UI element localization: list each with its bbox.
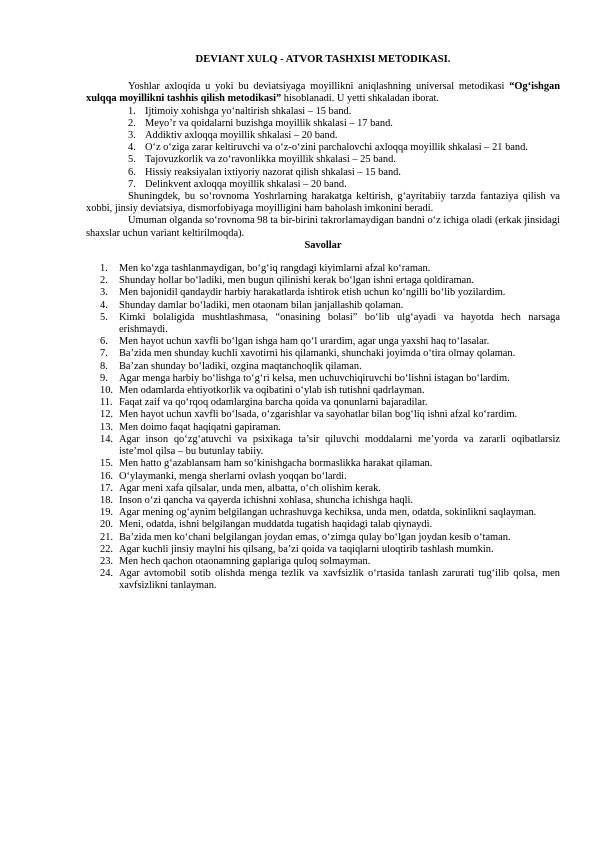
intro-text-start: Yoshlar axloqida u yoki bu deviatsiyaga moyillikni aniqlashning universal metodikasi [128,81,510,93]
question-item-text: Men hech qachon otaonamning gaplariga quloq solmayman. [119,555,371,567]
questions-heading: Savollar [304,239,342,251]
question-item-text: Men bajonidil qandaydir harbiy harakatlarda ishtirok etish uchun ko‘ngilli bo‘lib yozilardim. [119,287,506,299]
question-item [86,336,560,348]
question-item-text: Agar avtomobil sotib olishda menga tezlik va xavfsizlik o‘rtasida tanlash zarurati tug‘ilib qolsa, men xavfsizlikni tanlayman. [119,568,560,592]
question-item [86,300,560,312]
question-item [86,507,560,519]
question-item-text: Men hatto g‘azablansam ham so‘kinishgacha bormaslikka harakat qilaman. [119,458,433,470]
question-item-number: 12. [100,409,113,421]
question-item [86,287,560,299]
question-item-number: 17. [100,482,113,494]
document-title: DEVIANT XULQ - ATVOR TASHXISI METODIKASI. [195,54,451,65]
question-item-text: Men ko‘zga tashlanmaydigan, bo‘g‘iq rangdagi kiyimlarni afzal ko‘raman. [119,263,431,275]
scale-item-number: 1. [128,105,136,117]
question-item-number: 24. [100,568,113,580]
question-item-text: O‘ylaymanki, menga sherlarni ovlash yoqqan bo‘lardi. [119,470,347,482]
question-item-text: Agar inson qo‘zg‘atuvchi va psixikaga ta’sir qiluvchi moddalarni me’yorda va zararli oqibatlarsiz iste’mol qilsa – bu butunlay tabiiy. [119,433,560,458]
question-item-number: 16. [100,470,113,482]
question-item-text: Kimki bolaligida mushtlashmasa, “onasining bolasi” bo‘lib ulg‘ayadi va hayotda hech narsaga erishmaydi. [119,311,560,336]
question-item [86,458,560,470]
question-item [86,532,560,544]
description-paragraph: Shuningdek, bu so‘rovnoma Yoshrlarning harakatga keltirish, g‘ayritabiiy tarzda fantaziya qilish va xobbi, jinsiy deviatsiya, dismorfobiyaga moyilligini ham baholash imkonini beradi. [86,191,560,215]
question-item [86,263,560,275]
question-item-text: Men odamlarda ehtiyotkorlik va oqibatini o‘ylab ish tutishni qadrlayman. [119,385,425,397]
question-item-number: 14. [100,433,113,445]
question-item-text: Meni, odatda, ishni belgilangan muddatda tugatish haqidagi talab qiynaydi. [119,519,433,531]
question-item-number: 1. [100,263,108,275]
scale-item-number: 2. [128,117,136,129]
question-item [86,373,560,385]
question-item-text: Agar kuchli jinsiy maylni his qilsang, ba’zi qoida va taqiqlarni uloqtirib tashlash mumkin. [119,543,494,555]
question-item [86,544,560,556]
question-item-text: Men hayot uchun xavfli bo‘lsada, o‘zgarishlar va sayohatlar bilan bog‘liq ishni afzal ko‘rardim. [119,409,518,421]
scale-item-text: Delinkvent axloqqa moyillik shkalasi – 20 band. [145,178,347,190]
question-item-text: Men hayot uchun xavfli bo‘lgan ishga ham qo‘l urardim, agar unga yaxshi haq to‘lasalar. [119,336,490,348]
question-item [86,495,560,507]
question-item-text: Agar menga harbiy bo‘lishga to‘g‘ri kelsa, men uchuvchiqiruvchi bo‘lishni istagan bo‘lardim. [119,372,510,384]
question-item [86,312,560,336]
question-item-number: 22. [100,543,113,555]
summary-paragraph: Umuman olganda so‘rovnoma 98 ta bir-birini takrorlamaydigan bandni o‘z ichiga oladi (erkak jinsidagi shaxslar uchun variant keltirilmoqda). [86,215,560,239]
question-item-number: 2. [100,275,108,287]
question-item-text: Shunday damlar bo‘ladiki, men otaonam bilan janjallashib qolaman. [119,299,404,311]
scale-item [86,118,560,130]
question-item-number: 19. [100,507,113,519]
question-item [86,471,560,483]
question-item [86,483,560,495]
question-item-text: Ba’zida men shunday kuchli xavotirni his qilamanki, shunchaki joyimda o‘tira olmay qolaman. [119,348,516,360]
question-item [86,361,560,373]
question-item-number: 4. [100,299,108,311]
scale-item-number: 4. [128,142,136,154]
scale-item-number: 7. [128,178,136,190]
question-item [86,556,560,568]
question-item [86,422,560,434]
question-item [86,519,560,531]
scales-list [86,106,560,191]
intro-paragraph [86,81,560,105]
question-item [86,409,560,421]
question-item [86,348,560,360]
question-item-number: 6. [100,336,108,348]
questions-list [86,263,560,592]
question-item-number: 7. [100,348,108,360]
question-item-text: Shunday hollar bo‘ladiki, men bugun qilinishi kerak bo‘lgan ishni ertaga qoldiraman. [119,275,474,287]
method-name: “Og‘ishgan xulqqa moyillikni tashhis qilish metodikasi” [86,81,560,105]
question-item-text: Ba’zida men ko‘chani belgilangan joydan emas, o‘zimga qulay bo‘lgan joydan kesib o‘taman. [119,531,511,543]
question-item-text: Men doimo faqat haqiqatni gapiraman. [119,421,281,433]
scale-item-text: Addiktiv axloqqa moyillik shkalasi – 20 band. [145,130,338,142]
question-item-text: Agar mening og‘aynim belgilangan uchrashuvga kechiksa, unda men, odatda, sokinlikni saqlayman. [119,507,537,519]
scale-item-text: Meyo’r va qoidalarni buzishga moyillik shkalasi – 17 band. [145,117,393,129]
scale-item-text: Tajovuzkorlik va zo‘ravonlikka moyillik shkalasi – 25 band. [145,154,396,166]
question-item-number: 18. [100,494,113,506]
question-item-number: 11. [100,397,113,409]
scale-item [86,154,560,166]
question-item-number: 9. [100,372,108,384]
question-item-number: 3. [100,287,108,299]
scale-item-number: 6. [128,166,136,178]
question-item-text: Agar meni xafa qilsalar, unda men, albatta, o‘ch olishim kerak. [119,482,381,494]
question-item-number: 20. [100,519,113,531]
intro-text-end: hisoblanadi. U yetti shkaladan iborat. [281,93,440,105]
question-item-number: 21. [100,531,113,543]
question-item-text: Ba’zan shunday bo‘ladiki, ozgina maqtanchoqlik qilaman. [119,360,362,372]
question-item-number: 23. [100,555,113,567]
scale-item-text: O‘z o‘ziga zarar keltiruvchi va o‘z-o‘zini parchalovchi axloqqa moyillik shkalasi – 21 band. [145,142,528,154]
scale-item [86,106,560,118]
scale-item [86,130,560,142]
question-item [86,275,560,287]
question-item-number: 10. [100,385,113,397]
document-body [86,54,560,593]
question-item [86,397,560,409]
scale-item-number: 5. [128,154,136,166]
scale-item [86,142,560,154]
question-item-number: 15. [100,458,113,470]
question-item-number: 8. [100,360,108,372]
scale-item-number: 3. [128,130,136,142]
question-item [86,568,560,592]
scale-item-text: Hissiy reaksiyalan ixtiyoriy nazorat qilish shkalasi – 15 band. [145,166,401,178]
question-item [86,385,560,397]
scale-item [86,167,560,179]
question-item-number: 5. [100,311,108,323]
question-item-number: 13. [100,421,113,433]
scale-item-text: Ijtimoiy xohishga yo‘naltirish shkalasi – 15 band. [145,105,352,117]
question-item-text: Inson o‘zi qancha va qayerda ichishni xohlasa, shuncha ichishga haqli. [119,494,414,506]
question-item [86,434,560,458]
question-item-text: Faqat zaif va qo‘rqoq odamlargina barcha qoida va qonunlarni bajaradilar. [119,397,428,409]
scale-item [86,179,560,191]
